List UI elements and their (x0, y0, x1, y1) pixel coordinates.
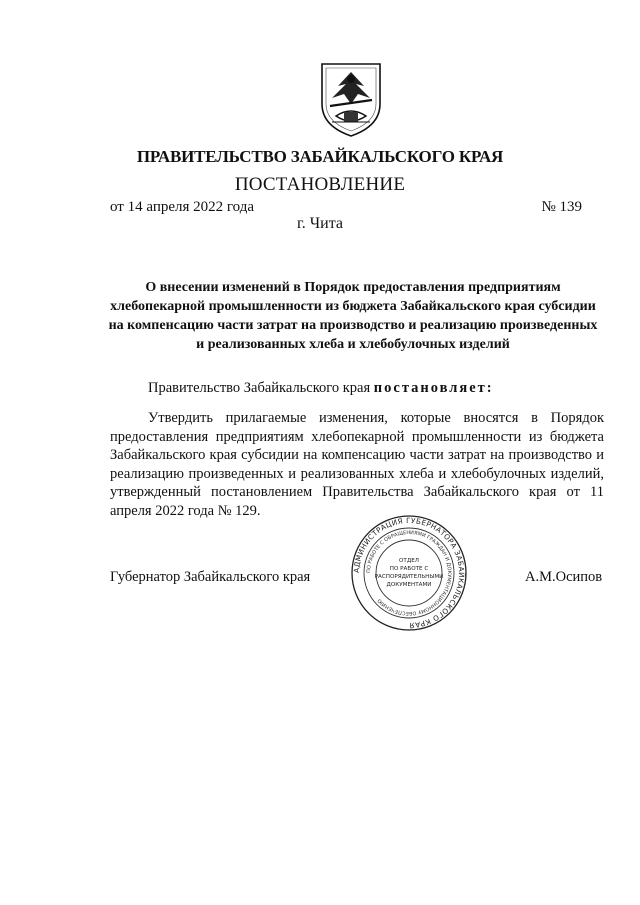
preamble-subject: Правительство Забайкальского края (148, 380, 374, 396)
stamp-center-line: ПО РАБОТЕ С (389, 566, 429, 572)
document-city: г. Чита (296, 215, 343, 232)
stamp-center-line: ОТДЕЛ (399, 558, 419, 564)
coat-of-arms-emblem (318, 60, 384, 138)
signatory-name: А.М.Осипов (525, 569, 603, 585)
preamble (148, 380, 494, 397)
document-title: О внесении изменений в Порядок предоставления предприятиям хлебопекарной промышленности из бюджета Забайкальского края субсидии на компенсацию части затрат на производство и реализацию произведенных и реализованных хлеба и хлебобулочных изделий (108, 280, 598, 352)
signatory-position: Губернатор Забайкальского края (110, 569, 311, 585)
document-date: от 14 апреля 2022 года (110, 199, 255, 215)
svg-text:ПО РАБОТЕ С ОБРАЩЕНИЯМИ ГРАЖДА (366, 530, 452, 616)
stamp-inner-text: ПО РАБОТЕ С ОБРАЩЕНИЯМИ ГРАЖДАН И ДОКУМЕНТАЦИОННОМУ ОБЕСПЕЧЕНИЮ (365, 529, 453, 617)
stamp-outer-text: АДМИНИСТРАЦИЯ ГУБЕРНАТОРА ЗАБАЙКАЛЬСКОГО КРАЯ (351, 515, 467, 631)
document-type: ПОСТАНОВЛЕНИЕ (234, 174, 406, 195)
stamp-center-line: РАСПОРЯДИТЕЛЬНЫМИ (374, 574, 444, 580)
government-name: ПРАВИТЕЛЬСТВО ЗАБАЙКАЛЬСКОГО КРАЯ (136, 147, 504, 166)
preamble-verb: постановляет: (373, 380, 494, 396)
body-paragraph: Утвердить прилагаемые изменения, которые вносятся в Порядок предоставления предприятиям хлебопекарной промышленности из бюджета Забайкальского края субсидии на компенсацию части затрат на производство и реализацию произведенных и реализованных хлеба и хлебобулочных изделий, утвержденный постановлением Правительства Забайкальского края от 11 апреля 2022 года № 129. (110, 410, 604, 519)
stamp-center-line: ДОКУМЕНТАМИ (386, 582, 432, 588)
official-stamp (350, 514, 468, 632)
document-number: № 139 (541, 199, 582, 215)
